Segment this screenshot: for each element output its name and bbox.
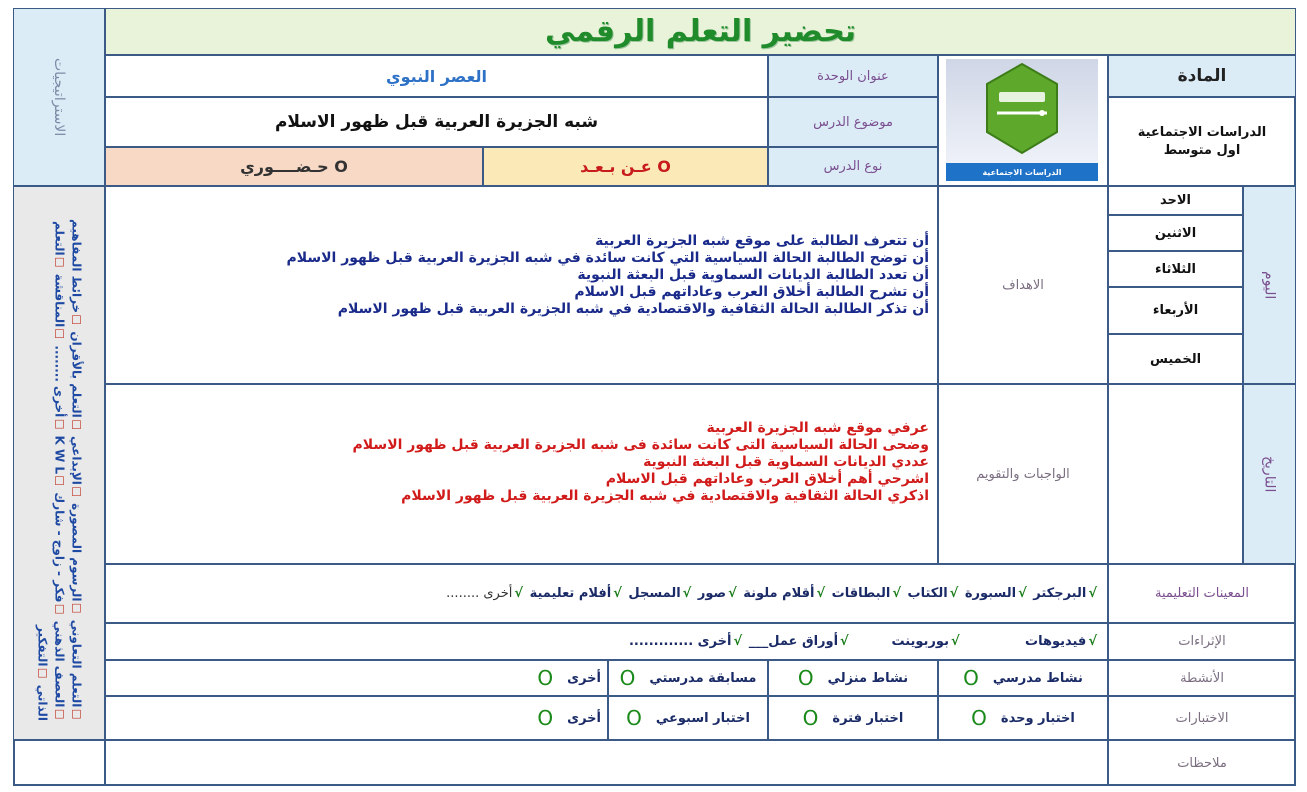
homework-item: اذكري الحالة الثقافية والاقتصادية في شبه الجزيرة العربية قبل ظهور الاسلام bbox=[401, 488, 929, 504]
objective-item: أن تعدد الطالبة الديانات السماوية قبل البعثة النبوية bbox=[577, 267, 929, 283]
strategies-bottom bbox=[13, 740, 105, 786]
resources-list bbox=[446, 586, 1099, 601]
day-wednesday[interactable] bbox=[1108, 287, 1243, 334]
checkbox-icon[interactable]: ☐ bbox=[52, 326, 67, 341]
strategy-item: الرسوم المصورة bbox=[69, 502, 84, 602]
lesson-type-label: نوع الدرس bbox=[823, 159, 883, 174]
activity-competition[interactable] bbox=[608, 660, 768, 696]
activity-home[interactable] bbox=[768, 660, 938, 696]
activity-label: نشاط منزلي bbox=[827, 670, 909, 686]
checkbox-icon[interactable]: ☐ bbox=[52, 473, 67, 488]
strategy-item: التعلم الذاتي bbox=[35, 220, 67, 721]
checkbox-icon[interactable]: ☐ bbox=[69, 312, 84, 327]
enrichment-item: فيديوهات bbox=[1025, 634, 1087, 649]
checkbox-icon[interactable]: ☐ bbox=[52, 602, 67, 617]
check-icon[interactable]: √ bbox=[1088, 586, 1097, 601]
resource-item: أفلام تعليمية bbox=[529, 586, 612, 601]
unit-label: عنوان الوحدة bbox=[817, 68, 889, 84]
unit-value-cell bbox=[105, 55, 768, 97]
homework-label-cell bbox=[938, 384, 1108, 564]
strategy-item: التعلم بالأقران bbox=[69, 331, 84, 418]
checkbox-icon[interactable]: ☐ bbox=[69, 707, 84, 721]
activity-school[interactable] bbox=[938, 660, 1108, 696]
objectives-content bbox=[105, 186, 938, 384]
day-label: الأربعاء bbox=[1152, 303, 1199, 318]
strategy-item: التفكير bbox=[35, 625, 50, 667]
activity-label: أخرى bbox=[567, 670, 601, 686]
exam-label: اختبار فترة bbox=[832, 710, 904, 726]
strategy-item: أخرى ........ bbox=[52, 345, 67, 417]
homework-content bbox=[105, 384, 938, 564]
resource-item: السبورة bbox=[964, 586, 1017, 601]
strategy-item: العصف الذهني bbox=[52, 620, 67, 707]
day-label: الاحد bbox=[1159, 193, 1191, 208]
day-label: الثلاثاء bbox=[1155, 261, 1196, 277]
resource-item: صور bbox=[697, 586, 727, 601]
checkbox-icon[interactable]: ☐ bbox=[52, 707, 67, 721]
check-icon[interactable]: √ bbox=[892, 586, 901, 601]
checkbox-icon[interactable]: ☐ bbox=[52, 416, 67, 431]
exam-label: اختبار اسبوعي bbox=[655, 710, 750, 726]
enrichment-label: الإثراءات bbox=[1178, 634, 1226, 649]
notes-label-cell bbox=[1108, 740, 1296, 786]
day-thursday[interactable] bbox=[1108, 334, 1243, 384]
remote-option-label: عـن بـعـد O bbox=[580, 157, 671, 176]
day-label: الخميس bbox=[1149, 351, 1202, 367]
radio-circle-icon[interactable]: O bbox=[619, 666, 636, 690]
enrichment-label-cell bbox=[1108, 623, 1296, 660]
logo-caption: الدراسات الاجتماعية bbox=[982, 167, 1062, 177]
exam-unit[interactable] bbox=[938, 696, 1108, 740]
inperson-option[interactable] bbox=[105, 147, 483, 186]
unit-label-cell bbox=[768, 55, 938, 97]
homework-item: وضحى الحالة السياسية التى كانت سائدة فى شبه الجزيرة العربية قبل ظهور الاسلام bbox=[352, 437, 929, 453]
notes-field[interactable] bbox=[105, 740, 1108, 786]
objectives-label: الاهداف bbox=[1002, 277, 1044, 293]
exam-label: أخرى bbox=[567, 710, 601, 726]
remote-option[interactable] bbox=[483, 147, 768, 186]
day-side-label: اليوم bbox=[1261, 270, 1278, 300]
homework-item: عرفي موقع شبه الجزيرة العربية bbox=[706, 420, 929, 436]
resource-item: البرجكتر bbox=[1033, 586, 1087, 601]
check-icon[interactable]: √ bbox=[728, 586, 737, 601]
inperson-option-label: حـضــــوري O bbox=[240, 157, 348, 176]
subject-grade: اول متوسط bbox=[1163, 143, 1241, 158]
date-area bbox=[1108, 384, 1243, 564]
homework-item: اشرحي أهم أخلاق العرب وعاداتهم قبل الاسلام bbox=[605, 471, 929, 487]
lesson-type-label-cell bbox=[768, 147, 938, 186]
date-side-label: التاريخ bbox=[1261, 455, 1278, 493]
strategies-header-label: الاستراتيجيات bbox=[51, 57, 67, 137]
radio-circle-icon[interactable]: O bbox=[797, 666, 814, 690]
page-title: تحضير التعلم الرقمي bbox=[544, 14, 857, 49]
strategy-item: خرائط المفاهيم bbox=[69, 218, 84, 313]
unit-value: العصر النبوي bbox=[385, 66, 488, 86]
checkbox-icon[interactable]: ☐ bbox=[69, 601, 84, 616]
enrichment-list bbox=[629, 634, 1099, 649]
exams-label: الاختبارات bbox=[1175, 710, 1229, 726]
radio-circle-icon[interactable]: O bbox=[971, 706, 987, 730]
exam-other-cell[interactable] bbox=[105, 696, 608, 740]
resource-item: الكتاب bbox=[907, 586, 948, 601]
check-icon[interactable]: √ bbox=[1088, 634, 1097, 649]
resources-label-cell bbox=[1108, 564, 1296, 623]
radio-circle-icon[interactable]: O bbox=[963, 666, 979, 690]
activity-label: نشاط مدرسي bbox=[992, 670, 1083, 686]
day-monday[interactable] bbox=[1108, 215, 1243, 251]
activities-label-cell bbox=[1108, 660, 1296, 696]
homework-label: الواجبات والتقويم bbox=[976, 466, 1070, 482]
check-icon[interactable]: √ bbox=[733, 634, 743, 649]
strategy-item: التعلم التعاوني bbox=[69, 619, 84, 707]
lesson-label: موضوع الدرس bbox=[813, 114, 893, 130]
objective-item: أن تشرح الطالبة أخلاق العرب وعاداتهم قبل الاسلام bbox=[574, 284, 929, 300]
check-icon[interactable]: √ bbox=[613, 586, 622, 601]
activities-label: الأنشطة bbox=[1180, 670, 1224, 686]
enrichment-item: أخرى ............. bbox=[628, 634, 732, 649]
check-icon[interactable]: √ bbox=[816, 586, 826, 601]
radio-circle-icon[interactable]: O bbox=[802, 706, 819, 730]
lesson-value: شبه الجزيرة العربية قبل ظهور الاسلام bbox=[274, 112, 599, 132]
activity-other-cell[interactable] bbox=[105, 660, 608, 696]
resources-label: المعينات التعليمية bbox=[1155, 586, 1249, 601]
homework-item: عددي الديانات السماوية قبل البعثة النبوية bbox=[643, 454, 929, 470]
resource-item: أخرى ........ bbox=[446, 586, 513, 601]
strategies-header bbox=[13, 8, 105, 186]
lesson-value-cell bbox=[105, 97, 768, 147]
checkbox-icon[interactable]: ☐ bbox=[35, 666, 50, 681]
radio-circle-icon[interactable]: O bbox=[537, 706, 554, 730]
enrichment-item: بوربوينت bbox=[891, 634, 949, 649]
homework-list bbox=[353, 420, 929, 505]
check-icon[interactable]: √ bbox=[840, 634, 849, 649]
strategies-list bbox=[13, 186, 105, 740]
logo-caption-bar bbox=[946, 163, 1098, 181]
checkbox-icon[interactable]: ☐ bbox=[52, 255, 67, 270]
day-label: الاثنين bbox=[1154, 225, 1197, 241]
enrichment-content bbox=[105, 623, 1108, 660]
check-icon[interactable]: √ bbox=[949, 586, 959, 601]
activity-label: مسابقة مدرستي bbox=[649, 670, 757, 686]
check-icon[interactable]: √ bbox=[682, 586, 692, 601]
exam-weekly[interactable] bbox=[608, 696, 768, 740]
objective-item: أن توضح الطالبة الحالة السياسية التي كانت سائدة في شبه الجزيرة العربية قبل ظهور الاسلام bbox=[286, 250, 929, 266]
objective-item: أن تتعرف الطالبة على موقع شبه الجزيرة العربية bbox=[595, 233, 929, 249]
objectives-label-cell bbox=[938, 186, 1108, 384]
subject-label-cell bbox=[1108, 55, 1296, 97]
subject-value-cell bbox=[1108, 97, 1296, 186]
activity-other bbox=[537, 661, 601, 695]
strategy-item: فكر - زاوج - شارك bbox=[52, 491, 67, 603]
strategy-item: الإبداعي bbox=[69, 435, 84, 485]
radio-circle-icon[interactable]: O bbox=[626, 706, 642, 730]
resource-item: المسجل bbox=[628, 586, 681, 601]
notes-label: ملاحظات bbox=[1177, 755, 1227, 771]
resource-item: أقلام ملونة bbox=[743, 586, 815, 601]
day-tuesday[interactable] bbox=[1108, 251, 1243, 287]
page-title-bar bbox=[105, 8, 1296, 55]
check-icon[interactable]: √ bbox=[514, 586, 524, 601]
radio-circle-icon[interactable]: O bbox=[537, 666, 554, 690]
exams-label-cell bbox=[1108, 696, 1296, 740]
checkbox-icon[interactable]: ☐ bbox=[69, 484, 84, 499]
exam-label: اختبار وحدة bbox=[1000, 710, 1075, 726]
checkbox-icon[interactable]: ☐ bbox=[69, 417, 84, 432]
exam-other bbox=[537, 697, 601, 739]
check-icon[interactable]: √ bbox=[950, 634, 960, 649]
subject-value: الدراسات الاجتماعية bbox=[1137, 125, 1267, 140]
day-sunday[interactable] bbox=[1108, 186, 1243, 215]
objective-item: أن تذكر الطالبة الحالة الثقافية والاقتصادية في شبه الجزيرة العربية قبل ظهور الاسلام bbox=[337, 301, 929, 317]
check-icon[interactable]: √ bbox=[1018, 586, 1027, 601]
strategy-item: المناقشة bbox=[52, 273, 67, 327]
subject-label: المادة bbox=[1177, 66, 1227, 86]
strategies-items bbox=[34, 201, 85, 721]
lesson-label-cell bbox=[768, 97, 938, 147]
saudi-emblem-icon bbox=[983, 61, 1061, 157]
date-side-cell bbox=[1243, 384, 1296, 564]
resources-content bbox=[105, 564, 1108, 623]
exam-term[interactable] bbox=[768, 696, 938, 740]
resource-item: البطاقات bbox=[831, 586, 891, 601]
day-side-cell bbox=[1243, 186, 1296, 384]
enrichment-item: أوراق عمل___ bbox=[748, 634, 839, 649]
strategy-item: K W L bbox=[52, 435, 67, 474]
objectives-list bbox=[286, 233, 929, 318]
